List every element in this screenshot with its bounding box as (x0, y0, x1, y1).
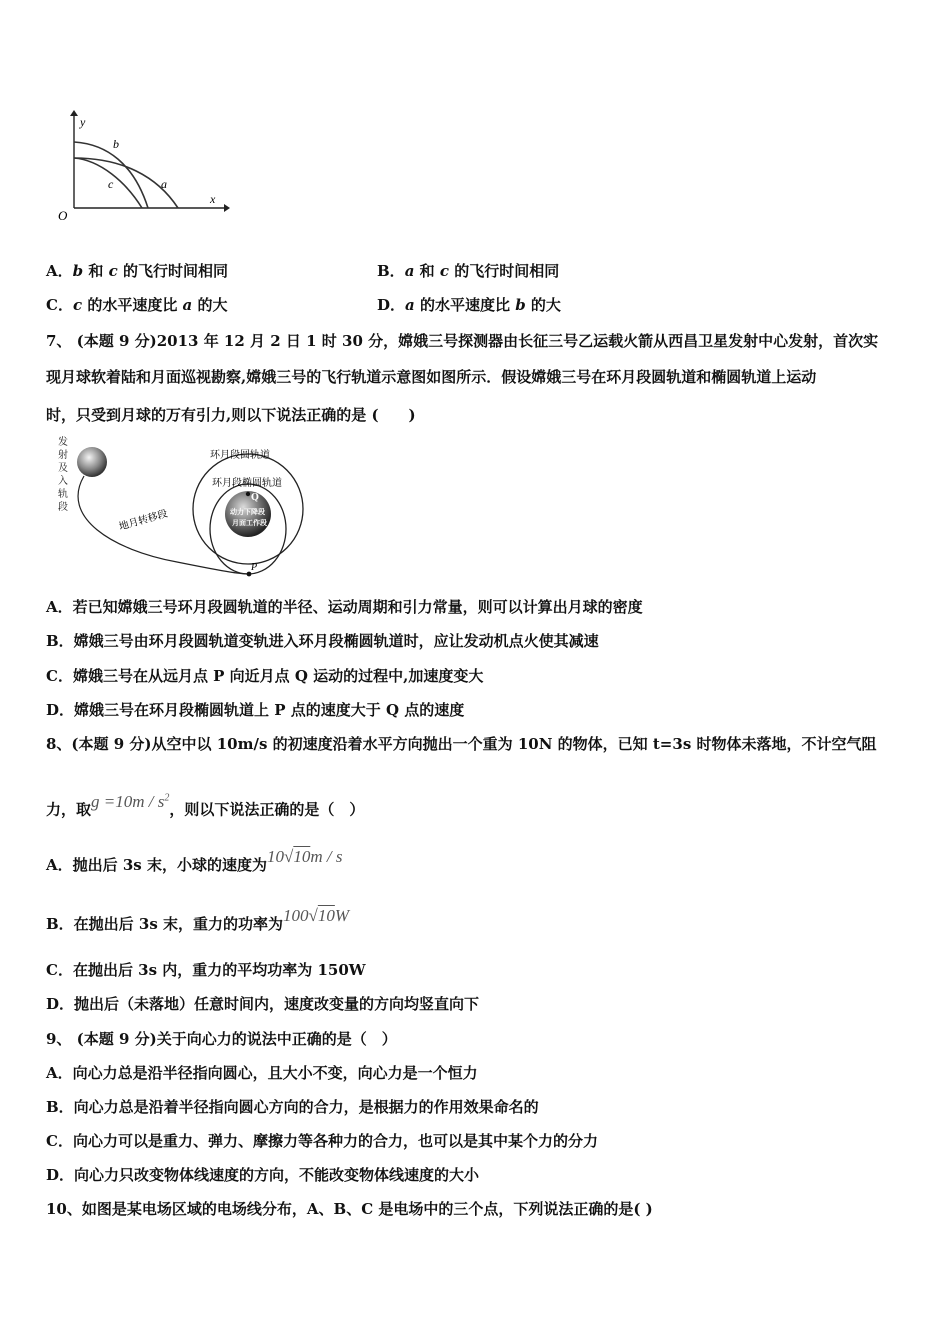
launch-char: 及 (58, 463, 68, 474)
point-q-marker (246, 492, 250, 496)
launch-char: 段 (58, 502, 68, 513)
q6-option-b: B．a 和 c 的飞行时间相同 (377, 262, 560, 280)
q8-option-d: D．抛出后（未落地）任意时间内，速度改变量的方向均竖直向下 (46, 995, 480, 1013)
q9-stem: 9、 (本题 9 分)关于向心力的说法中正确的是（ ） (46, 1030, 397, 1048)
q9-option-d: D．向心力只改变物体线速度的方向，不能改变物体线速度的大小 (46, 1166, 480, 1184)
launch-char: 发 (58, 437, 68, 448)
gravity-formula: $g =10m / s^2$ (91, 791, 170, 811)
launch-char: 轨 (58, 489, 68, 500)
q7-stem-line-3: 时，只受到月球的万有引力,则以下说法正确的是 ( ) (46, 406, 416, 424)
curve-a-label: a (161, 177, 167, 191)
landing-label-1: 动力下降段 (230, 507, 265, 516)
power-formula: 100√10W (283, 906, 350, 925)
elliptical-orbit-label: 环月段椭圆轨道 (212, 478, 282, 489)
circular-orbit-label: 环月段圆轨道 (210, 450, 270, 461)
q7-option-a: A．若已知嫦娥三号环月段圆轨道的半径、运动周期和引力常量，则可以计算出月球的密度 (46, 598, 643, 616)
q7-stem-line-2: 现月球软着陆和月面巡视勘察,嫦娥三号的飞行轨道示意图如图所示．假设嫦娥三号在环月段圆轨道和椭圆轨道上运动 (46, 368, 817, 386)
q7-option-c: C．嫦娥三号在从远月点 P 向近月点 Q 运动的过程中,加速度变大 (46, 667, 484, 685)
earth (77, 447, 107, 477)
transfer-trajectory (78, 476, 249, 574)
point-p-label: P (251, 562, 258, 573)
q6-option-a: A．b 和 c 的飞行时间相同 (46, 262, 228, 280)
curve-b-label: b (113, 137, 119, 151)
transfer-label: 地月转移段 (117, 508, 169, 533)
q9-option-a: A．向心力总是沿半径指向圆心，且大小不变，向心力是一个恒力 (46, 1064, 478, 1082)
q8-stem-line-1: 8、(本题 9 分)从空中以 10m/s 的初速度沿着水平方向抛出一个重为 10N 的物体，已知 t=3s 时物体未落地，不计空气阻 (46, 735, 877, 753)
axis-y-label: y (80, 115, 86, 129)
q6-option-d: D．a 的水平速度比 b 的大 (377, 296, 561, 314)
point-q-label: Q (251, 493, 259, 503)
launch-label (58, 435, 68, 513)
trajectory-figure (52, 108, 232, 223)
q9-option-b: B．向心力总是沿着半径指向圆心方向的合力，是根据力的作用效果命名的 (46, 1098, 539, 1116)
q7-option-b: B．嫦娥三号由环月段圆轨道变轨进入环月段椭圆轨道时，应让发动机点火使其减速 (46, 632, 599, 650)
q9-option-c: C．向心力可以是重力、弹力、摩擦力等各种力的合力，也可以是其中某个力的分力 (46, 1132, 598, 1150)
origin-label: O (58, 208, 68, 223)
q6-option-c: C．c 的水平速度比 a 的大 (46, 296, 228, 314)
q7-stem-line-1: 7、 (本题 9 分)2013 年 12 月 2 日 1 时 30 分，嫦娥三号探测器由长征三号乙运载火箭从西昌卫星发射中心发射，首次实 (46, 332, 879, 350)
q10-stem: 10、如图是某电场区域的电场线分布，A、B、C 是电场中的三个点，下列说法正确的是( ) (46, 1200, 653, 1218)
curve-c-label: c (108, 177, 114, 191)
q8-option-b: B．在抛出后 3s 末，重力的功率为100√10W (46, 906, 350, 933)
launch-char: 射 (58, 450, 68, 461)
speed-formula: 10√10m / s (266, 847, 343, 866)
q8-option-c: C．在抛出后 3s 内，重力的平均功率为 150W (46, 961, 366, 979)
q8-option-a: A．抛出后 3s 末，小球的速度为10√10m / s (46, 847, 343, 874)
launch-char: 入 (58, 476, 68, 487)
axis-x-label: x (210, 192, 216, 206)
orbit-figure (52, 432, 322, 580)
landing-label-2: 月面工作段 (232, 518, 267, 527)
q7-option-d: D．嫦娥三号在环月段椭圆轨道上 P 点的速度大于 Q 点的速度 (46, 701, 465, 719)
q8-stem-line-2: 力，取$g =10m / s^2$，则以下说法正确的是（ ） (46, 791, 365, 819)
